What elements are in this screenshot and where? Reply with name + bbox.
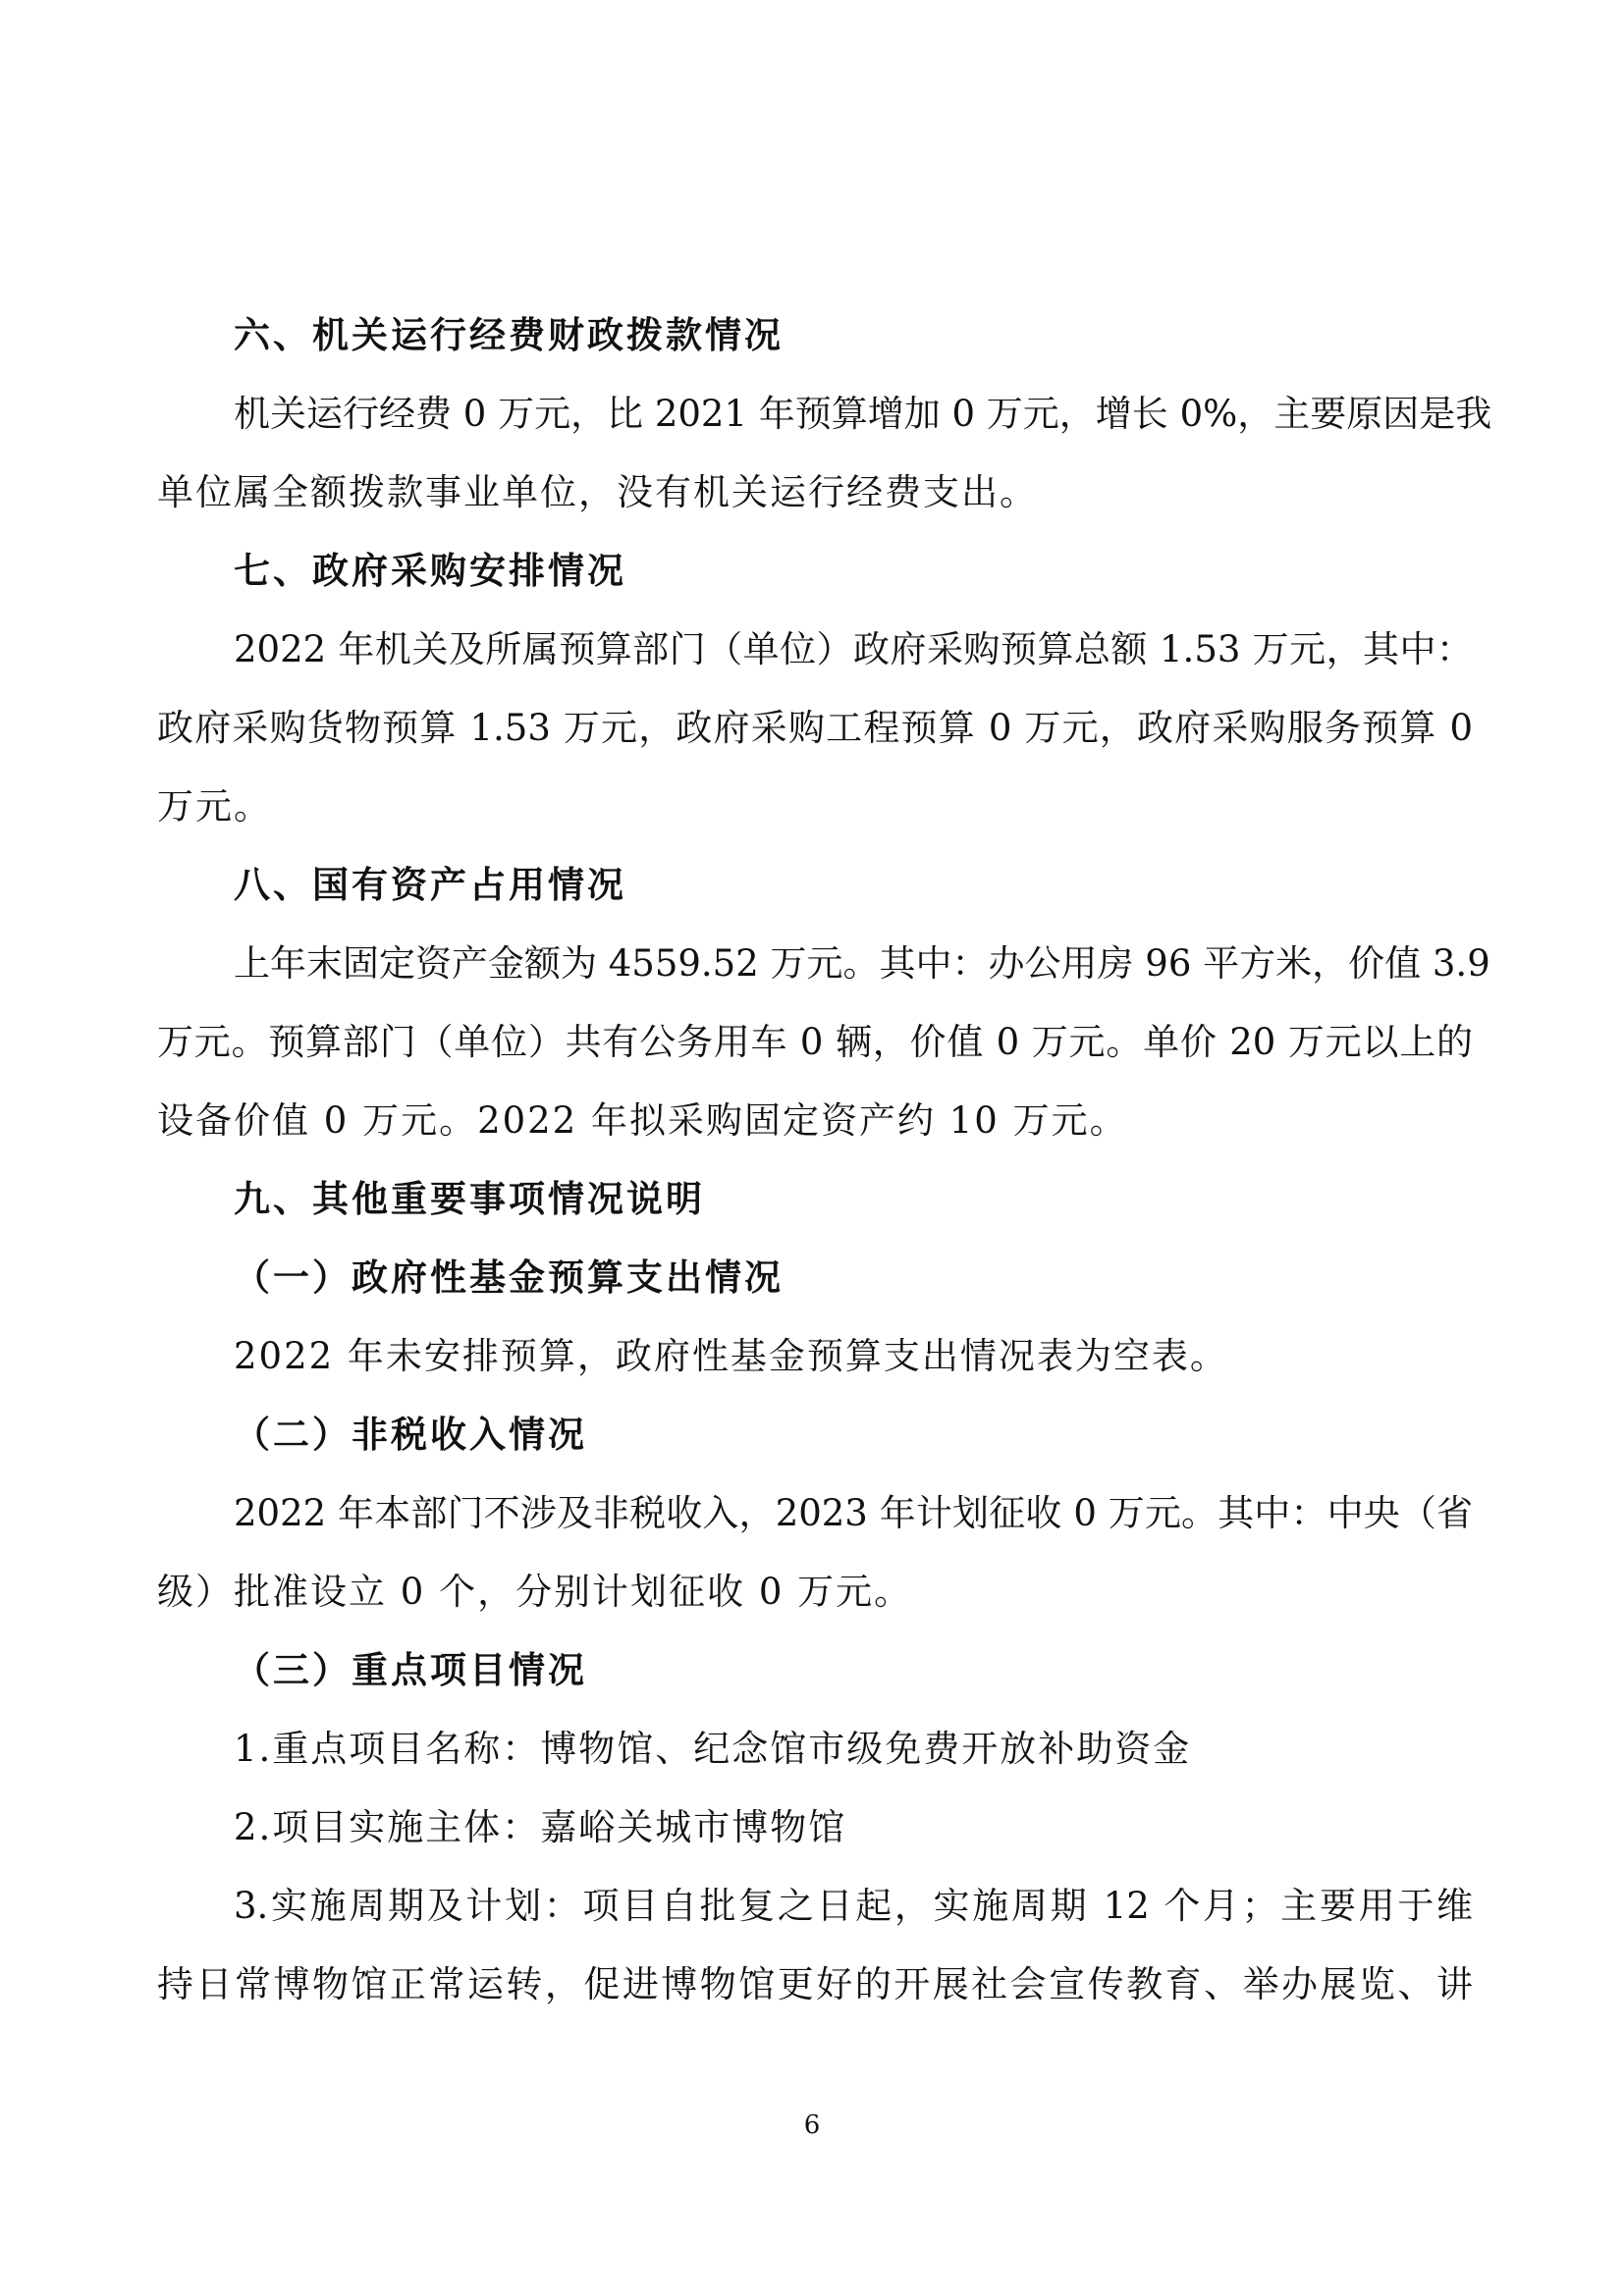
paragraph-line: 单位属全额拨款事业单位，没有机关运行经费支出。 (157, 471, 1038, 513)
page-number: 6 (803, 2110, 821, 2140)
section-heading-8: 八、国有资产占用情况 (234, 864, 626, 906)
subsection-heading-1: （一）政府性基金预算支出情况 (234, 1256, 784, 1299)
paragraph-line: 级）批准设立 0 个，分别计划征收 0 万元。 (157, 1571, 913, 1613)
section-heading-6: 六、机关运行经费财政拨款情况 (234, 314, 784, 356)
paragraph-line: 机关运行经费 0 万元，比 2021 年预算增加 0 万元，增长 0%，主要原因是我 (234, 393, 1492, 435)
list-item: 3.实施周期及计划：项目自批复之日起，实施周期 12 个月；主要用于维 (234, 1885, 1473, 1927)
section-heading-7: 七、政府采购安排情况 (234, 550, 626, 592)
paragraph-line: 设备价值 0 万元。2022 年拟采购固定资产约 10 万元。 (157, 1099, 1128, 1142)
paragraph-line: 政府采购货物预算 1.53 万元，政府采购工程预算 0 万元，政府采购服务预算 0 (157, 707, 1473, 749)
subsection-heading-2: （二）非税收入情况 (234, 1414, 587, 1456)
paragraph-line: 上年末固定资产金额为 4559.52 万元。其中：办公用房 96 平方米，价值 3.9 (234, 942, 1490, 985)
section-heading-9: 九、其他重要事项情况说明 (234, 1178, 705, 1220)
subsection-heading-3: （三）重点项目情况 (234, 1649, 587, 1691)
paragraph-line: 万元。 (157, 785, 272, 828)
paragraph-line: 2022 年机关及所属预算部门（单位）政府采购预算总额 1.53 万元，其中： (234, 628, 1473, 670)
list-item: 1.重点项目名称：博物馆、纪念馆市级免费开放补助资金 (234, 1728, 1192, 1770)
list-item: 2.项目实施主体：嘉峪关城市博物馆 (234, 1806, 847, 1848)
paragraph-line: 2022 年未安排预算，政府性基金预算支出情况表为空表。 (234, 1335, 1228, 1377)
paragraph-line: 2022 年本部门不涉及非税收入，2023 年计划征收 0 万元。其中：中央（省 (234, 1492, 1473, 1534)
paragraph-line: 持日常博物馆正常运转，促进博物馆更好的开展社会宣传教育、举办展览、讲 (157, 1963, 1473, 2005)
paragraph-line: 万元。预算部门（单位）共有公务用车 0 辆，价值 0 万元。单价 20 万元以上的 (157, 1021, 1473, 1063)
